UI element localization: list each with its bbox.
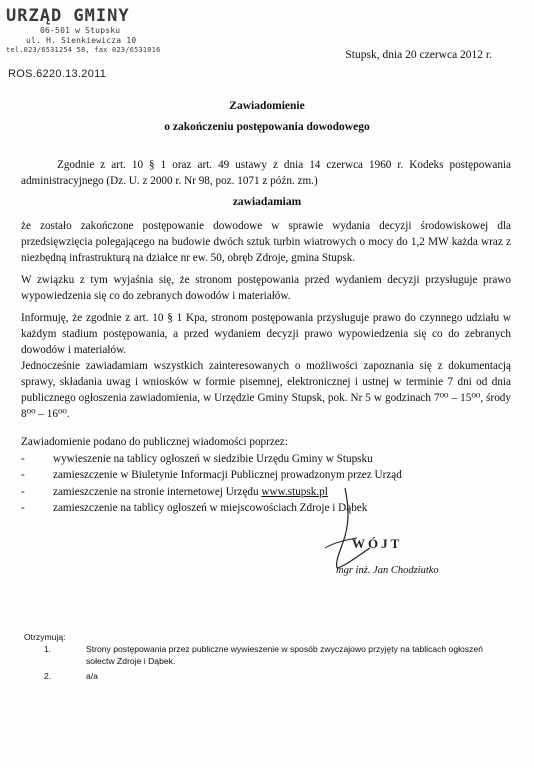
- document-title: Zawiadomienie: [229, 100, 305, 112]
- recipients-heading: Otrzymują:: [24, 632, 66, 642]
- participation-paragraph: Informuję, że zgodnie z art. 10 § 1 Kpa, stronom postępowania przysługuje prawo do czynnego udziału w każdym stadium postępowania, a przed wydaniem decyzji prawo wypowiedzenia się co do zebranych dowodów i materiałów.: [21, 312, 511, 356]
- recipients-section: [24, 631, 494, 682]
- publication-item-prefix: zamieszczenie na stronie internetowej Urzędu: [53, 485, 262, 498]
- list-item: [21, 467, 491, 484]
- legal-basis-paragraph: Zgodnie z art. 10 § 1 oraz art. 49 ustawy z dnia 14 czerwca 1960 r. Kodeks postępowania administracyjnego (Dz. U. z 2000 r. Nr 98, poz. 1071 z późn. zm.): [21, 159, 511, 187]
- stamp-office-name: URZĄD GMINY: [6, 6, 130, 26]
- access-paragraph: Jednocześnie zawiadamiam wszystkich zainteresowanych o możliwości zapoznania się z dokumentacją sprawy, składania uwag i wniosków w formie pisemnej, elektronicznej i ustnej w terminie 7 dni od dnia publicznego ogłoszenia zawiadomienia, w Urzędzie Gminy Stupsk, pok. Nr 5 w godzinach 7⁰⁰ – 15⁰⁰, środy 8⁰⁰ – 16⁰⁰.: [21, 360, 511, 420]
- dash-bullet: -: [21, 469, 25, 481]
- publication-item-text: zamieszczenie w Biuletynie Informacji Publicznej prowadzonym przez Urząd: [53, 469, 402, 481]
- announcement-heading: zawiadamiam: [232, 196, 302, 208]
- signatory-title: WÓJT: [352, 536, 403, 551]
- recipient-text: Strony postępowania przez publiczne wywieszenie w sposób zwyczajowo przyjęty na tablicach ogłoszeń sołectw Zdroje i Dąbek.: [86, 644, 483, 666]
- publication-item-text: wywieszenie na tablicy ogłoszeń w siedzibie Urzędu Gminy w Stupsku: [53, 452, 373, 465]
- list-item: [21, 451, 491, 468]
- dash-bullet: -: [21, 502, 25, 514]
- case-reference: ROS.6220.13.2011: [8, 68, 107, 80]
- stamp-street-line: ul. H. Sienkiewicza 10: [26, 36, 137, 45]
- rights-paragraph: W związku z tym wyjaśnia się, że stronom postępowania przed wydaniem decyzji przysługuje prawo wypowiedzenia się co do zebranych dowodów i materiałów.: [21, 274, 511, 302]
- list-item: [24, 670, 494, 682]
- stamp-postal-line: 06-501 w Stupsku: [40, 26, 121, 35]
- publication-item-text: [53, 484, 328, 501]
- signatory-name: mgr inż. Jan Chodziutko: [336, 565, 439, 576]
- dash-bullet: -: [21, 452, 25, 465]
- stamp-phone-line: tel.023/6531254 58, fax 023/6531016: [6, 46, 161, 54]
- publication-list: [21, 434, 491, 517]
- notice-paragraph: że zostało zakończone postępowanie dowodowe w sprawie wydania decyzji środowiskowej dla przedsięwzięcia polegającego na budowie dwóch sztuk turbin wiatrowych o mocy do 1,2 MW każda wraz z niezbędną infrastrukturą na działce nr ew. 50, obręb Zdroje, gmina Stupsk.: [21, 220, 511, 264]
- dash-bullet: -: [21, 485, 25, 498]
- list-item: [21, 500, 491, 517]
- publication-intro: Zawiadomienie podano do publicznej wiadomości poprzez:: [21, 436, 288, 448]
- publication-item-text: zamieszczenie na tablicy ogłoszeń w miejscowościach Zdroje i Dąbek: [53, 502, 368, 514]
- recipient-text: a/a: [86, 671, 98, 681]
- recipient-number: 2.: [44, 671, 52, 681]
- document-subtitle: o zakończeniu postępowania dowodowego: [164, 121, 370, 133]
- list-item: [21, 484, 491, 501]
- website-link[interactable]: www.stupsk.pl: [261, 485, 328, 498]
- recipient-number: 1.: [44, 644, 52, 654]
- list-item: [24, 643, 494, 667]
- handwritten-signature: [315, 488, 395, 573]
- document-date: Stupsk, dnia 20 czerwca 2012 r.: [345, 49, 492, 61]
